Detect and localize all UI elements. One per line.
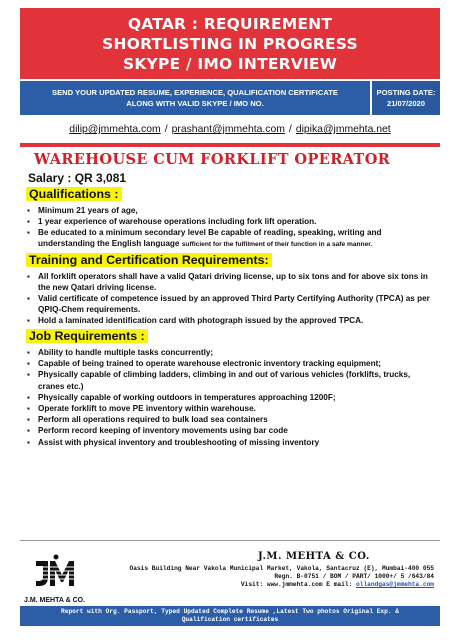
salary: Salary : QR 3,081 [28, 171, 127, 185]
list-item-text: Minimum 21 years of age, [38, 206, 138, 215]
company-address: Oasis Building Near Vakola Municipal Market, Vakola, Santacruz (E), Mumbai-400 055 [129, 565, 434, 572]
job-advert-page [20, 8, 440, 634]
list-item: ▪ Capable of being trained to operate warehouse electronic inventory tracking equipment; [20, 358, 440, 369]
red-divider [20, 143, 440, 147]
job-requirements-heading: Job Requirements : [26, 329, 148, 343]
company-registration: Regn. B-0751 / BOM / PART/ 1000+/ 5 /643/84 [274, 573, 434, 580]
logo-company-name: J.M. MEHTA & CO. [24, 597, 86, 604]
list-item: ▪ Operate forklift to move PE inventory within warehouse. [20, 403, 440, 414]
jm-mehta-logo-icon [34, 553, 78, 591]
list-item: ▪ All forklift operators shall have a valid Qatari driving license, up to six tons and for above six tons in the new Qatari driving license. [20, 271, 440, 293]
documents-note-bar [20, 606, 440, 626]
list-item [20, 205, 440, 216]
list-item [20, 227, 440, 250]
email-link-dipika[interactable]: dipika@jmmehta.net [295, 124, 391, 135]
qualifications-list [20, 205, 440, 250]
send-resume-line-1: SEND YOUR UPDATED RESUME, EXPERIENCE, QUALIFICATION CERTIFICATE [52, 88, 338, 97]
list-item: ▪ Hold a laminated identification card with photograph issued by the approved TPCA. [20, 315, 440, 326]
documents-note-line-2: Qualification certificates [181, 616, 279, 623]
email-separator: / [288, 124, 292, 135]
list-item: ▪ Perform all operations required to bulk load sea containers [20, 414, 440, 425]
send-resume-line-2: ALONG WITH VALID SKYPE / IMO NO. [126, 99, 264, 108]
documents-note-line-1: Report with Org. Passport, Typed Updated Complete Resume ,Latest Two photos Original Exp. & [61, 608, 399, 615]
list-item: ▪ Physically capable of climbing ladders, climbing in and out of various vehicles (forklifts, trucks, cranes etc.) [20, 369, 440, 391]
email-link-dilip[interactable]: dilip@jmmehta.com [69, 124, 161, 135]
list-item-small-text: sufficient for the fulfilment of their function in a safe manner. [181, 241, 373, 248]
posting-date-box [370, 81, 440, 115]
list-item: ▪ Perform record keeping of inventory movements using bar code [20, 425, 440, 436]
email-contacts [20, 115, 440, 143]
training-heading: Training and Certification Requirements: [26, 253, 272, 267]
posting-date-label: POSTING DATE: [376, 88, 436, 97]
training-list [20, 271, 440, 326]
list-item-text: 1 year experience of warehouse operations including fork lift operation. [38, 217, 317, 226]
headline-banner [20, 8, 440, 79]
qualifications-heading: Qualifications : [26, 187, 122, 201]
website-and-email-label: Visit: www.jmmehta.com E mail: [240, 581, 353, 588]
list-item: ▪ Ability to handle multiple tasks concurrently; [20, 347, 440, 358]
company-footer [20, 540, 440, 604]
company-contact-line [88, 581, 434, 589]
headline-line-3: SKYPE / IMO INTERVIEW [122, 55, 338, 73]
list-item: ▪ Valid certificate of competence issued by an approved Third Party Certifying Authority (TPCA) as per QPIQ-Chem requirements. [20, 293, 440, 315]
headline-line-2: SHORTLISTING IN PROGRESS [102, 35, 358, 53]
headline-line-1: QATAR : REQUIREMENT [127, 15, 333, 33]
company-address-block [88, 565, 434, 589]
list-item: ▪ Physically capable of working outdoors in temperatures approaching 1200F; [20, 392, 440, 403]
email-separator: / [164, 124, 168, 135]
list-item-text: Be educated to a minimum secondary level Be capable of reading, speaking, writing and understanding the English language [38, 228, 382, 248]
job-title: WAREHOUSE CUM FORKLIFT OPERATOR [34, 151, 391, 168]
list-item: ▪ Assist with physical inventory and troubleshooting of missing inventory [20, 437, 440, 448]
company-email-link[interactable]: ollandgas@jmmehta.com [356, 581, 434, 588]
job-requirements-list [20, 347, 440, 448]
posting-date-value: 21/07/2020 [386, 99, 425, 108]
send-resume-text [20, 81, 370, 115]
company-name: J.M. MEHTA & CO. [258, 551, 370, 562]
list-item [20, 216, 440, 227]
send-resume-bar [20, 81, 440, 115]
email-link-prashant[interactable]: prashant@jmmehta.com [171, 124, 285, 135]
